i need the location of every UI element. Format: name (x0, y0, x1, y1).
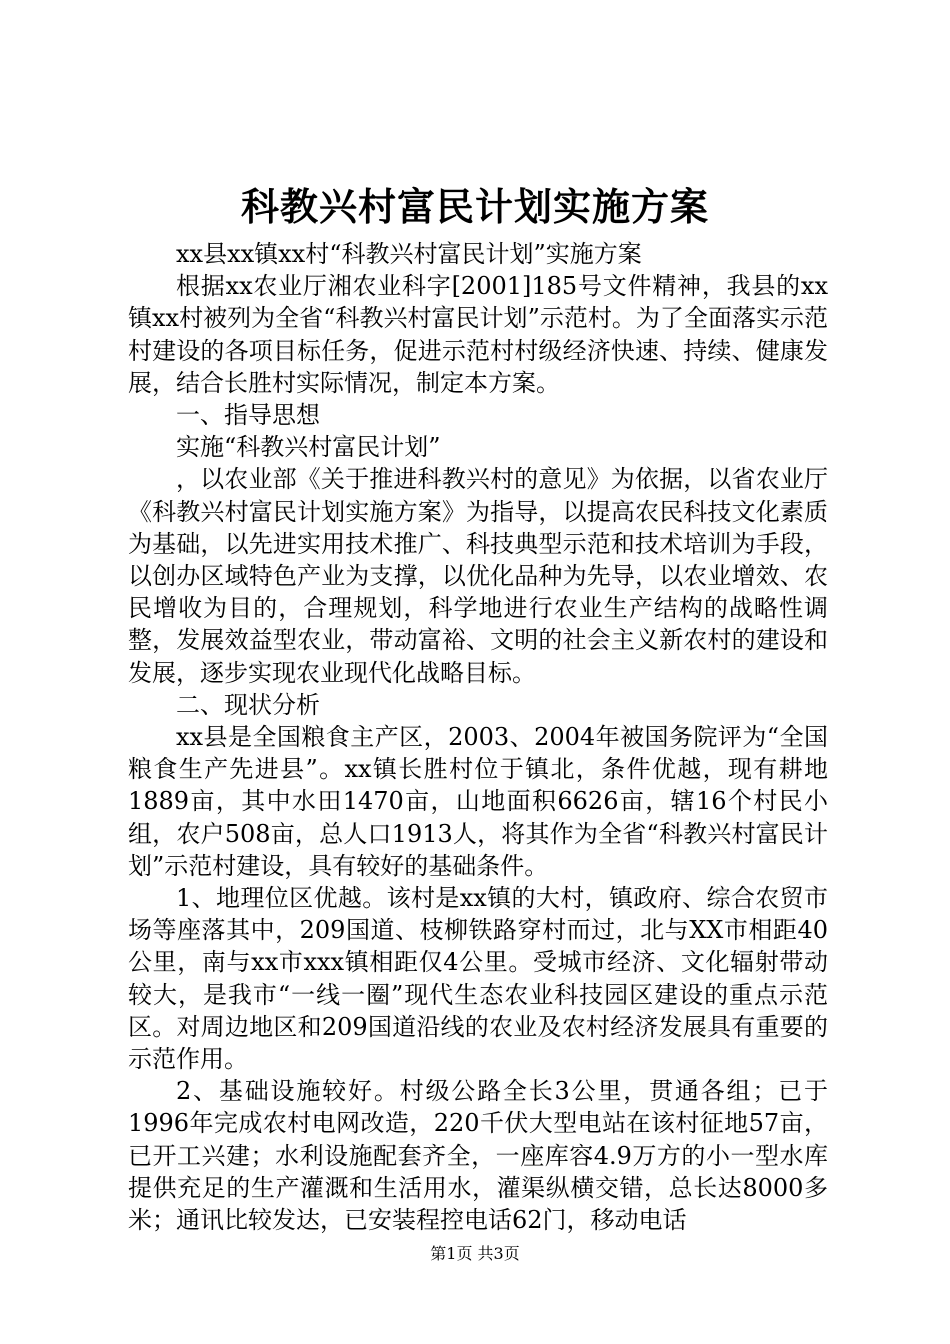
section-heading: 二、现状分析 (176, 690, 320, 719)
document-body (128, 238, 828, 1236)
body-paragraph: 根据xx农业厅湘农业科字[2001]185号文件精神，我县的xx镇xx村被列为全省“科教兴村富民计划”示范村。为了全面落实示范村建设的各项目标任务，促进示范村村级经济快速、持续、健康发展，结合长胜村实际情况，制定本方案。 (128, 272, 828, 397)
body-paragraph: xx县xx镇xx村“科教兴村富民计划”实施方案 (176, 240, 642, 268)
document-title: 科教兴村富民计划实施方案 (240, 184, 709, 229)
body-paragraph: ，以农业部《关于推进科教兴村的意见》为依据，以省农业厅《科教兴村富民计划实施方案》为指导，以提高农民科技文化素质为基础，以先进实用技术推广、科技典型示范和技术培训为手段，以创办区域特色产业为支撑，以优化品种为先导，以农业增效、农民增收为目的，合理规划，科学地进行农业生产结构的战略性调整，发展效益型农业，带动富裕、文明的社会主义新农村的建设和发展，逐步实现农业现代化战略目标。 (128, 465, 828, 687)
page-number-footer: 第1页 共3页 (430, 1244, 520, 1263)
body-paragraph: 2、基础设施较好。村级公路全长3公里，贯通各组；已于1996年完成农村电网改造，220千伏大型电站在该村征地57亩，已开工兴建；水利设施配套齐全，一座库容4.9万方的小一型水库提供充足的生产灌溉和生活用水，灌渠纵横交错，总长达8000多米；通讯比较发达，已安装程控电话62门，移动电话 (128, 1077, 828, 1235)
body-paragraph: 实施“科教兴村富民计划” (176, 433, 441, 462)
body-paragraph: 1、地理位区优越。该村是xx镇的大村，镇政府、综合农贸市场等座落其中，209国道、枝柳铁路穿村而过，北与XX市相距40公里，南与xx市xxx镇相距仅4公里。受城市经济、文化辐射带动较大，是我市“一线一圈”现代生态农业科技园区建设的重点示范区。对周边地区和209国道沿线的农业及农村经济发展具有重要的示范作用。 (128, 884, 828, 1074)
body-paragraph: xx县是全国粮食主产区，2003、2004年被国务院评为“全国粮食生产先进县”。xx镇长胜村位于镇北，条件优越，现有耕地1889亩，其中水田1470亩，山地面积6626亩，辖16个村民小组，农户508亩，总人口1913人，将其作为全省“科教兴村富民计划”示范村建设，具有较好的基础条件。 (128, 723, 828, 880)
section-heading: 一、指导思想 (176, 401, 320, 430)
